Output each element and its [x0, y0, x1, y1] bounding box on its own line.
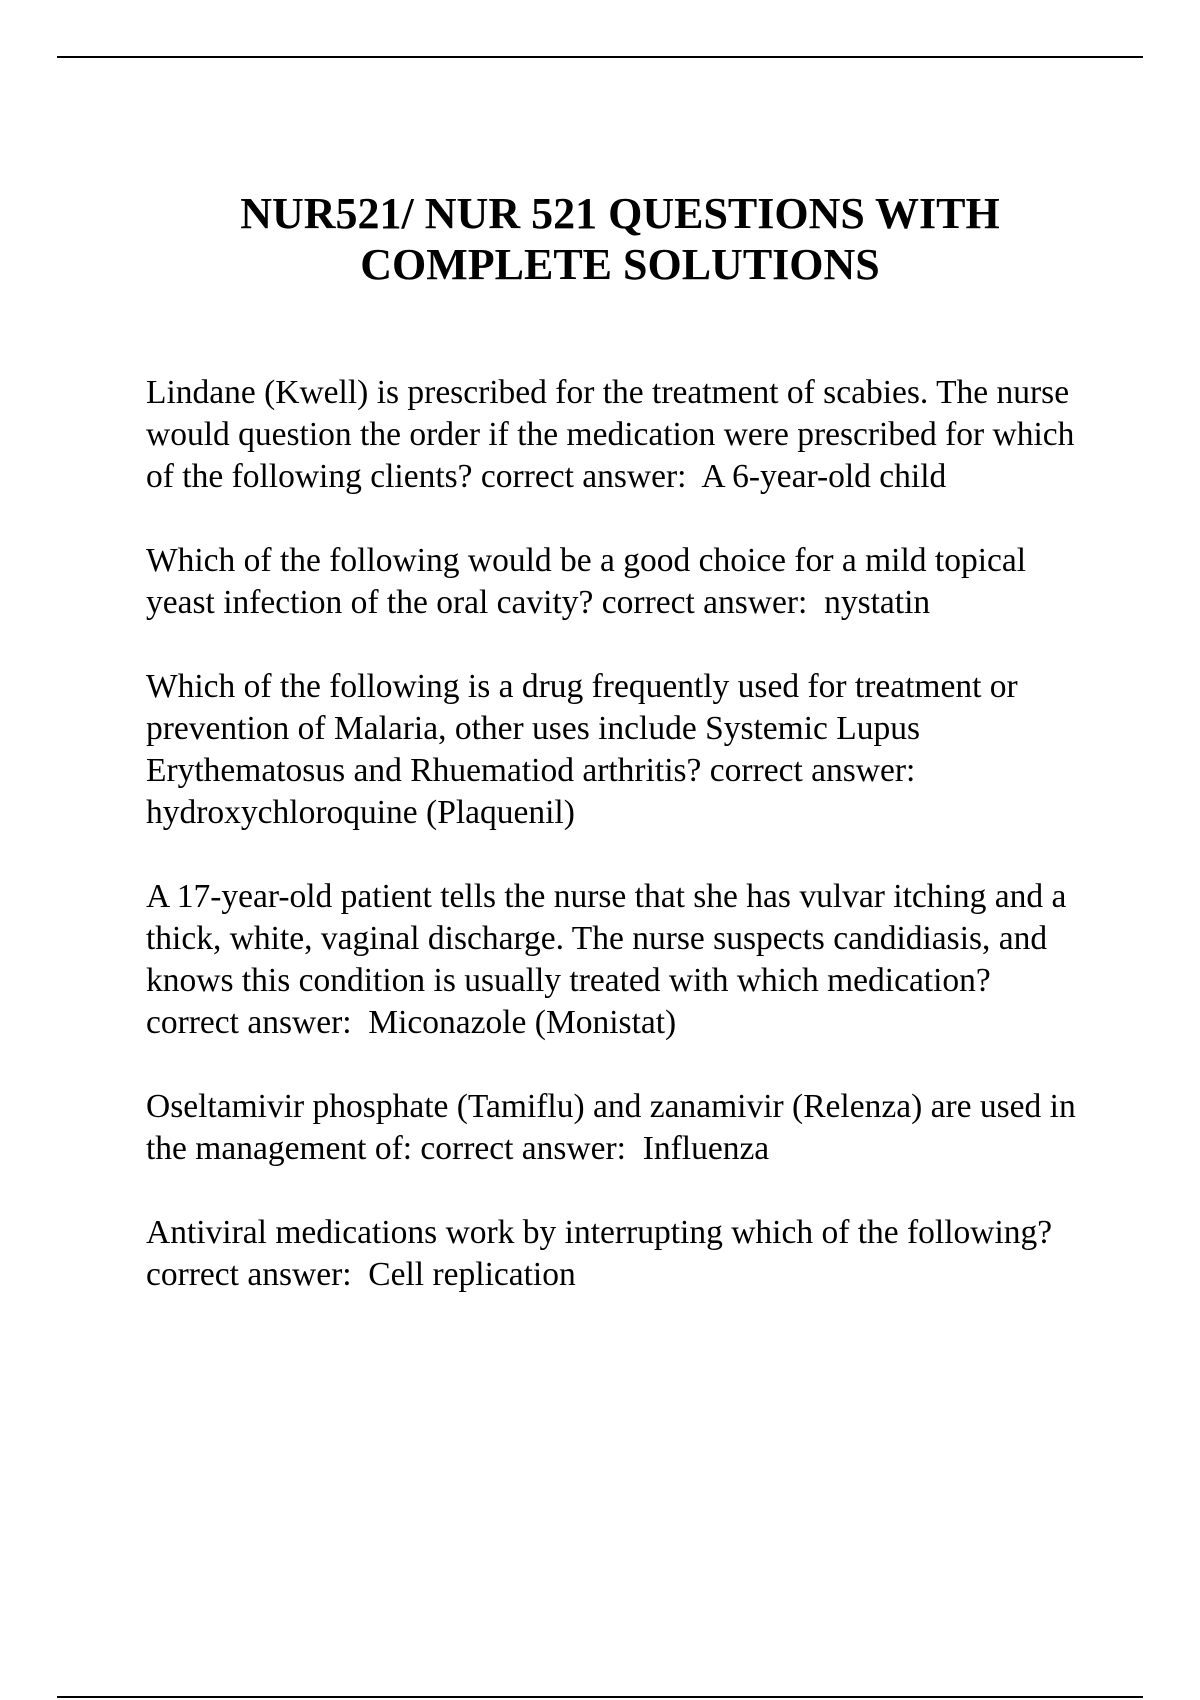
document-title	[150, 188, 1090, 290]
question-text: Oseltamivir phosphate (Tamiflu) and zanamivir (Relenza) are used in the management of:	[146, 1088, 1076, 1167]
answer-label: correct answer:	[480, 458, 687, 495]
answer-text: Miconazole (Monistat)	[368, 1004, 677, 1041]
answer-text: A 6-year-old child	[701, 458, 947, 495]
answer-label: correct answer:	[146, 1256, 352, 1293]
answer-text: Cell replication	[368, 1256, 576, 1293]
answer-label: correct answer:	[601, 584, 808, 621]
qa-item-2	[146, 540, 1096, 624]
qa-list	[146, 372, 1096, 1338]
question-text: Lindane (Kwell) is prescribed for the treatment of scabies. The nurse would question the order if the medication were prescribed for which of the following clients?	[146, 374, 1075, 495]
title-line-2: COMPLETE SOLUTIONS	[360, 240, 880, 289]
answer-label: correct answer:	[420, 1130, 626, 1167]
question-text: Which of the following is a drug frequently used for treatment or prevention of Malaria, other uses include Systemic Lupus Erythematosus and Rhuematiod arthritis?	[146, 668, 1018, 789]
question-text: Which of the following would be a good choice for a mild topical yeast infection of the oral cavity?	[146, 542, 1027, 621]
question-text: Antiviral medications work by interrupting which of the following?	[146, 1214, 1053, 1251]
qa-item-1	[146, 372, 1096, 498]
qa-item-6	[146, 1212, 1096, 1296]
footer-rule	[57, 1696, 1143, 1698]
qa-item-5	[146, 1086, 1096, 1170]
question-text: A 17-year-old patient tells the nurse that she has vulvar itching and a thick, white, vaginal discharge. The nurse suspects candidiasis, and knows this condition is usually treated with which medication?	[146, 878, 1067, 999]
qa-item-3	[146, 666, 1096, 834]
header-rule	[57, 56, 1143, 58]
answer-label: correct answer:	[709, 752, 916, 789]
title-line-1: NUR521/ NUR 521 QUESTIONS WITH	[240, 189, 1000, 238]
answer-text: nystatin	[824, 584, 931, 621]
answer-text: Influenza	[642, 1130, 770, 1167]
qa-item-4	[146, 876, 1096, 1044]
answer-text: hydroxychloroquine (Plaquenil)	[146, 794, 575, 831]
answer-label: correct answer:	[146, 1004, 352, 1041]
